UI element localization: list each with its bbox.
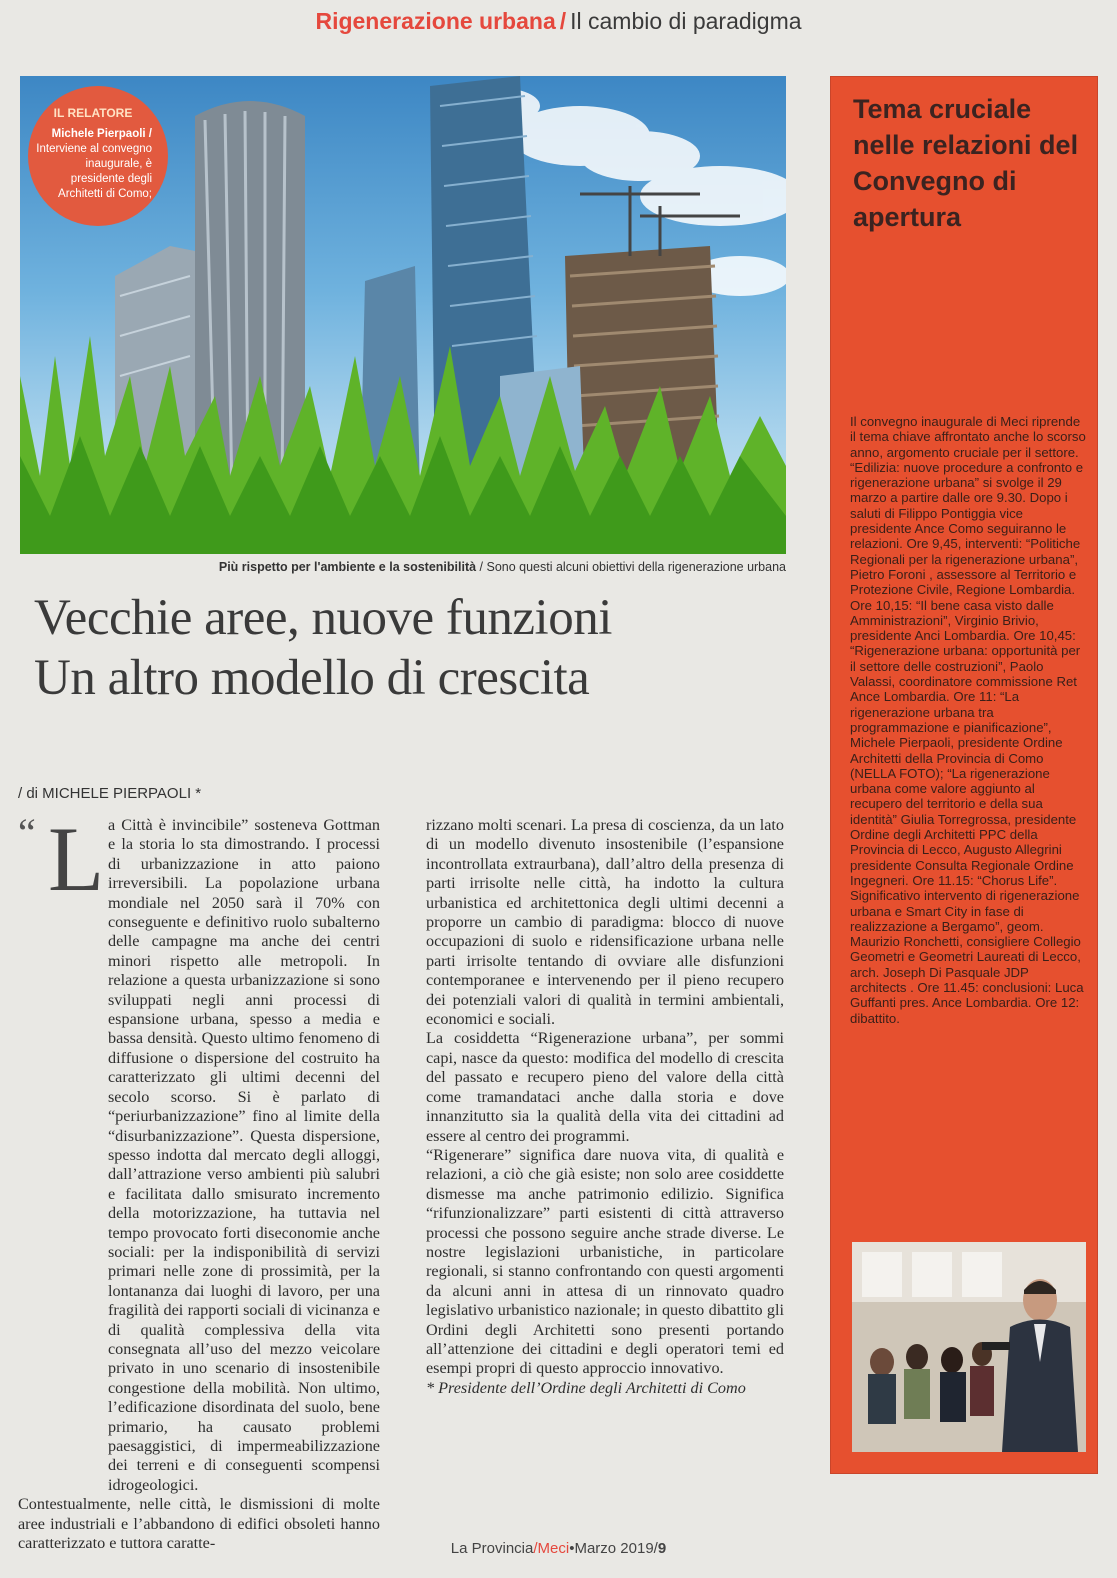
article-paragraph: La cosiddetta “Rigenerazione urbana”, per sommi capi, nasce da questo: modifica del modello di crescita del passato e recupero pieno del valore della città come tramandataci anche dalla storia e dove innanzitutto sia la qualità della vita dei cittadini ad essere al centro dei programmi. [426,1029,784,1145]
kicker-separator: / [559,8,567,34]
sidebar-body: Il convegno inaugurale di Meci riprende il tema chiave affrontato anche lo scorso anno, argomento cruciale per il settore. “Edilizia: nuove procedure a confronto e rigenerazione urbana” si svolge il 29 marzo a partire dalle ore 9.30. Dopo i saluti di Filippo Pontiggia vice presidente Ance Como seguiranno le relazioni. Ore 9,45, interventi: “Politiche Regionali per la rigenerazione urbana”, Pietro Foroni , assessore al Territorio e Protezione Civile, Regione Lombardia. Ore 10,15: “Il bene casa visto dalle Amministrazioni”, Virginio Brivio, presidente Anci Lombardia. Ore 10,45: “Rigenerazione urbana: opportunità per il settore delle costruzioni”, Paolo Valassi, coordinatore commissione Ret Ance Lombardia. Ore 11: “La rigenerazione urbana tra programmazione e pianificazione”, Michele Pierpaoli, presidente Ordine Architetti della Provincia di Como (NELLA FOTO); “La rigenerazione urbana come valore aggiunto al recupero del territorio e della sua identità” Giulia Torregrossa, presidente Ordine degli Architetti PPC della Provincia di Lecco, Augusto Allegrini presidente Consulta Regionale Ordine Ingegneri. Ore 11.15: “Chorus Life”. Significativo intervento di rigenerazione urbana e Smart City in fase di realizzazione a Bergamo”, geom. Maurizio Ronchetti, consigliere Collegio Geometri e Geometri Laureati di Lecco, arch. Joseph Di Pasquale JDP architects . Ore 11.45: conclusioni: Luca Guffanti pres. Ance Lombardia. Ore 12: dibattito. [850,414,1086,1026]
footer-separator-2: / [653,1540,658,1557]
article-paragraph: “Rigenerare” significa dare nuova vita, di qualità e relazioni, a ciò che già esiste; non solo aree cosiddette dismesse ma anche patrimonio edilizio. Significa “rifunzionalizzare” parti esistenti di città attraverso processi che possono seguire anche strade diverse. Le nostre legislazioni urbanistiche, in particolare regionali, si stanno confrontando con questi argomenti da alcuni anni in attesa di un rinnovato quadro legislativo urbanistico nazionale; in questo dibattito gli Ordini degli Architetti sono presenti portando all’attenzione dei cittadini e degli operatori temi ed esempi propri di questo approccio innovativo. [426,1145,784,1378]
speaker-at-conference-illustration [852,1242,1086,1452]
section-name: Rigenerazione urbana [315,8,556,34]
page-number: 9 [657,1540,667,1557]
headline-line-2: Un altro modello di crescita [34,650,590,706]
article-paragraph: rizzano molti scenari. La presa di coscienza, da un lato di un modello divenuto insostenibile (l’espansione incontrollata extraurbana), dall’altro della presenza di parti irrisolte nelle città, ha indotto la cultura urbanistica ed architettonica degli ultimi decenni a proporre un cambio di paradigma: blocco di nuove occupazioni di suolo e ridensificazione urbana nelle parti irrisolte tentando di ovviare alle disfunzioni contemporanee e intervenendo per il pieno recupero dei potenziali valori di qualità in termini ambientali, economici e sociali. [426,816,784,1029]
newspaper-name: La Provincia [450,1540,534,1557]
article-headline [34,588,794,708]
photo-caption-bold: Più rispetto per l'ambiente e la sostenibilità [218,560,477,574]
photo-caption [20,560,786,574]
footer-bullet: • [569,1540,575,1557]
speaker-badge [28,86,168,226]
speaker-badge-name: Michele Pierpaoli / [51,128,152,140]
sidebar-headline: Tema cruciale nelle relazioni del Convegno di apertura [853,94,1079,232]
article-paragraph: Contestualmente, nelle città, le dismissioni di molte aree industriali e l’abbandono di edifici obsoleti hanno caratterizzato e tuttora caratte- [18,1495,380,1553]
article-footnote: * Presidente dell’Ordine degli Architetti di Como [426,1378,746,1397]
section-kicker [0,8,1117,35]
speaker-badge-label: IL RELATORE [53,106,133,120]
speaker-badge-text: Interviene al convegno inaugurale, è presidente degli Architetti di Como; [36,143,152,200]
article-col1-text: a Città è invincibile” sosteneva Gottman e la storia lo sta dimostrando. I processi di urbanizzazione in atto paiono irreversibili. La popolazione urbana mondiale nel 2050 sarà il 70% con conseguente e definitivo ruolo subalterno delle campagne ma anche dei centri minori rispetto alle metropoli. In relazione a questa urbanizzazione si sono sviluppati negli anni processi di espansione urbana, spesso a media e bassa densità. Questo ultimo fenomeno di diffusione o dispersione del costruito ha caratterizzato gli ultimi decenni del secolo scorso. Si è parlato di “periurbanizzazione” fino al limite della “disurbanizzazione”. Questa dispersione, spesso indotta dal mercato degli alloggi, dall’attrazione verso ambienti più salubri e facilitata dallo smisurato incremento della motorizzazione, ha tuttavia nel tempo provocato forti diseconomie anche sociali: per la indisponibilità di servizi primari nelle zone di prossimità, per la lontananza dai luoghi di lavoro, per una fragilità dei rapporti sociali di vicinanza e di qualità complessiva della vita consegnata all’uso del mezzo veicolare privato in uno scenario di insostenibile congestione della mobilità. Non ultimo, l’edificazione disordinata del suolo, bene primario, ha causato problemi paesaggistici, di impermeabilizzazione dei terreni e di conseguenti scompensi idrogeologici. [108,816,380,1494]
article-column-2 [426,816,784,1398]
supplement-name: Meci [537,1540,570,1557]
sidebar-event-photo [852,1242,1086,1452]
photo-caption-rest: / Sono questi alcuni obiettivi della rigenerazione urbana [476,560,786,574]
opening-quote: “ [18,810,36,855]
footer-separator: / [533,1540,538,1557]
dropcap-letter: L [48,808,105,910]
issue-date: Marzo 2019 [574,1540,654,1557]
headline-line-1: Vecchie aree, nuove funzioni [34,590,612,646]
article-column-1 [18,808,380,1553]
article-byline: / di MICHELE PIERPAOLI * [18,785,202,802]
article-paragraph [18,808,380,1495]
page-footer [0,1540,1117,1557]
section-topic: Il cambio di paradigma [570,8,802,34]
